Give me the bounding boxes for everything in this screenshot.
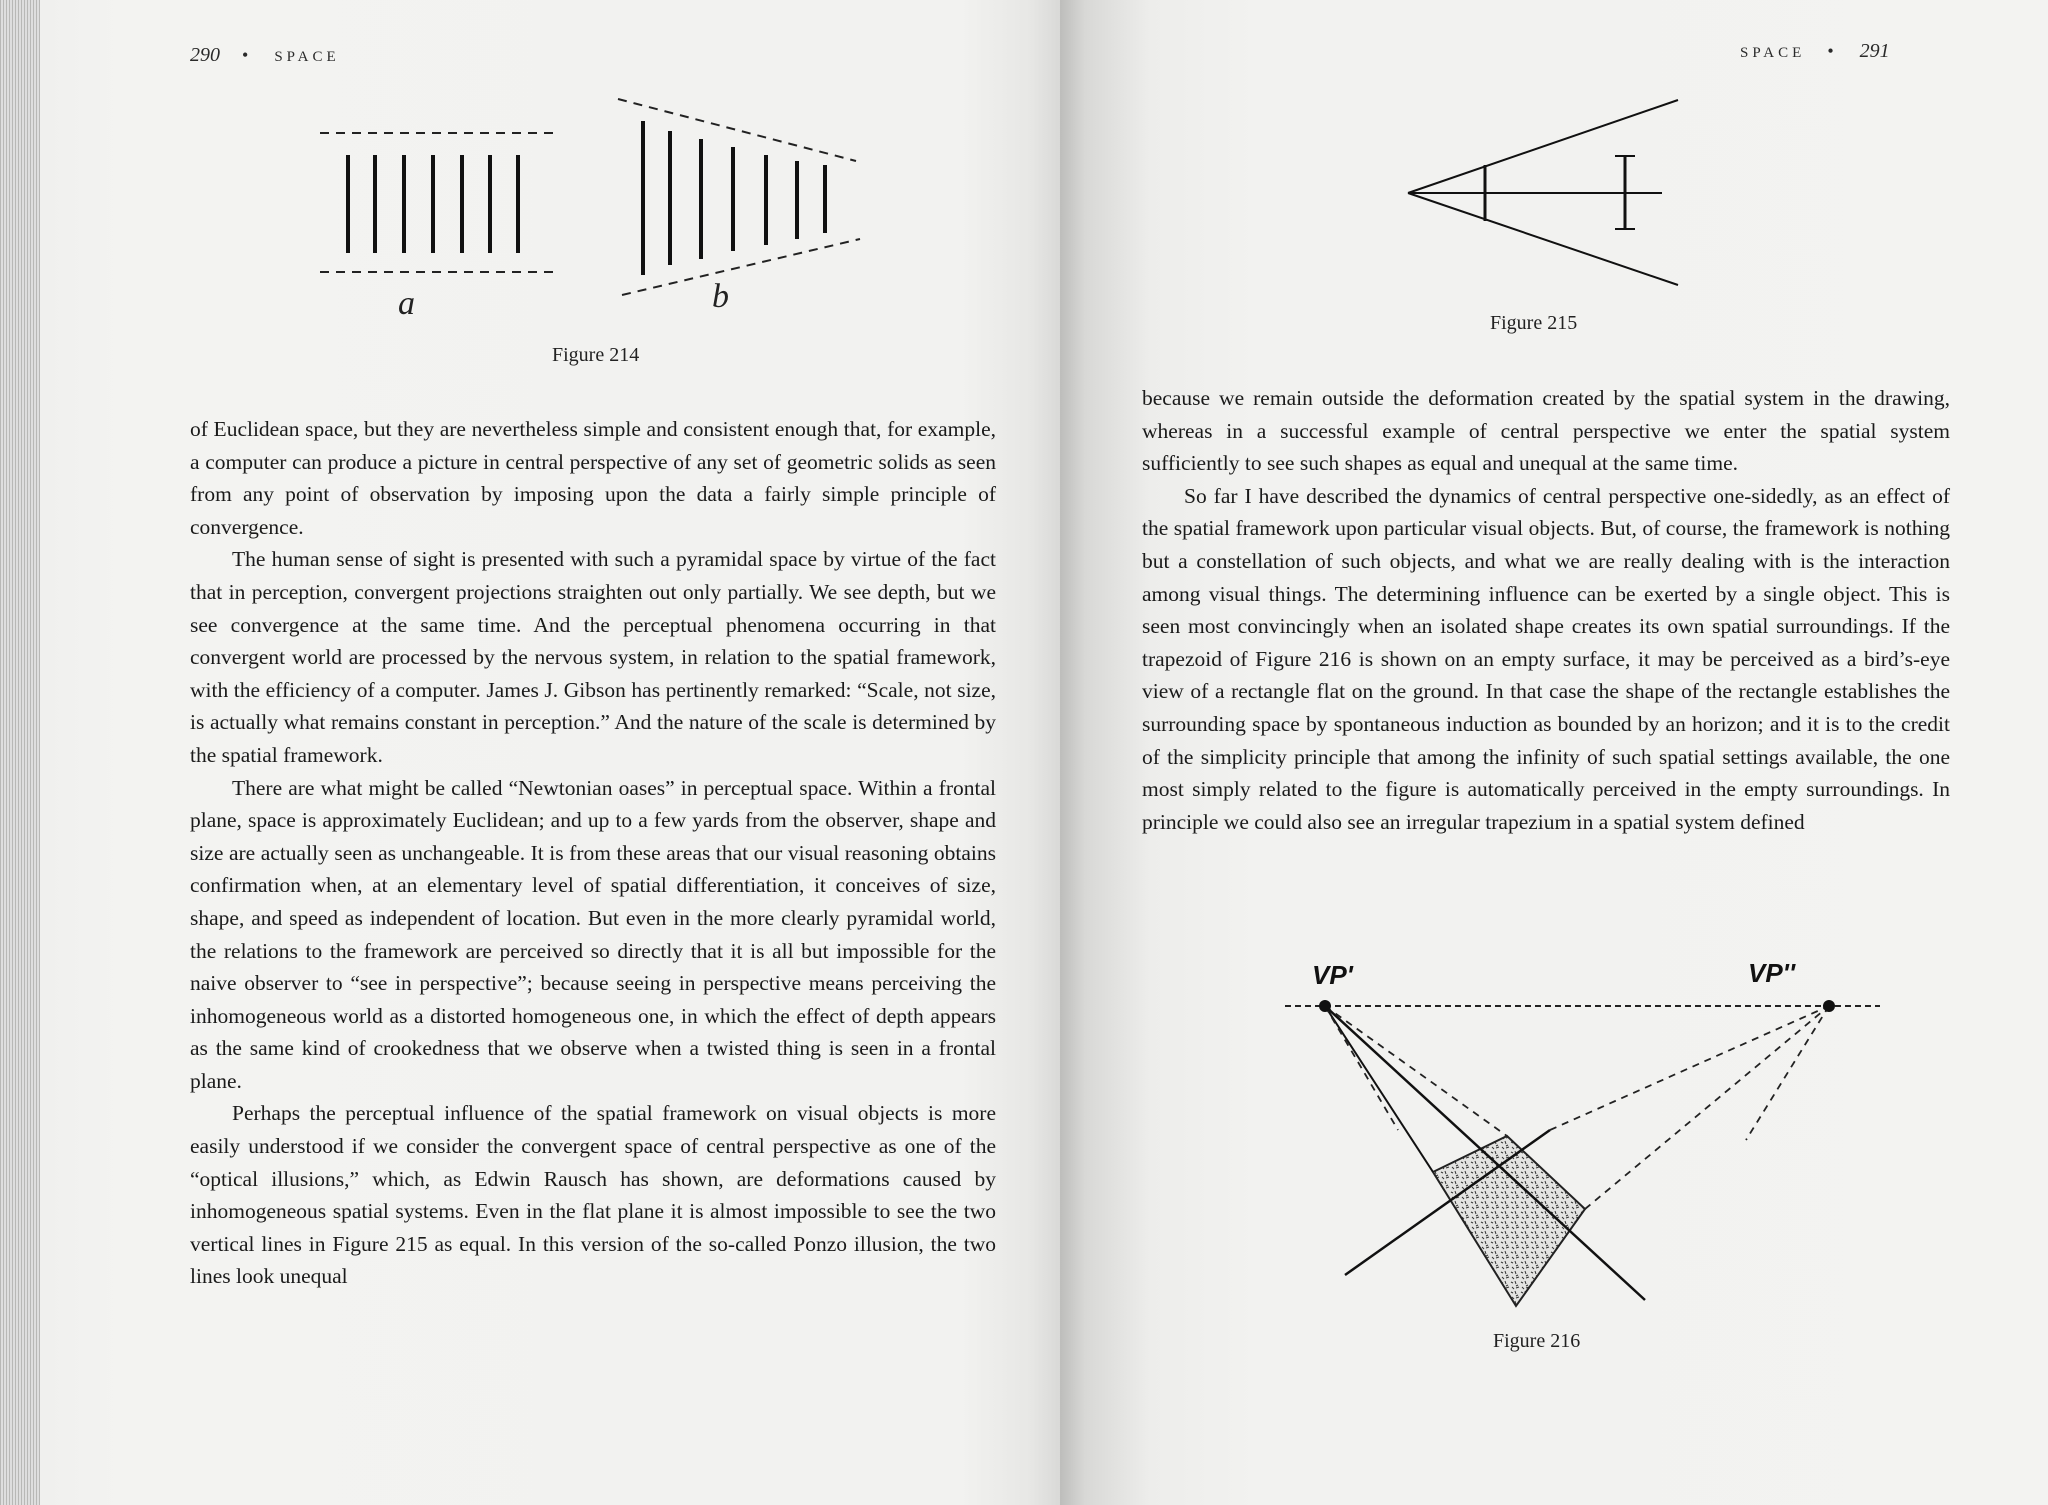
right-running-head [1740,40,1890,63]
figure-216 [1280,990,1900,1330]
fig216-trapezoid [1433,1136,1585,1306]
fig216-dashed-vp1-to-trapezoid [1325,1006,1507,1136]
right-paragraph: So far I have described the dynamics of central perspective one-sidedly, as an effect of the spatial framework upon particular visual objects. But, of course, the framework is nothing but a constellation of such objects, and what we are really dealing with is the interaction among visual things. The determining influence can be exerted by a single object. This is seen most convincingly when an isolated shape creates its own spatial surroundings. If the trapezoid of Figure 216 is shown on an empty surface, it may be perceived as a bird’s-eye view of a rectangle flat on the ground. In that case the shape of the rectangle establishes the surrounding space by spontaneous induction as bounded by an horizon; and it is to the credit of the simplicity principle that among the infinity of such spatial settings available, the one most simply related to the figure is automatically perceived in the empty surroundings. In principle we could also see an irregular trapezium in a spatial system defined [1142,483,1950,834]
figure-215 [1400,95,1740,295]
fig214-label-a: a [398,285,415,322]
right-body-text [1142,382,1950,838]
fig216-vp1-label: VP' [1312,960,1353,990]
figure-214 [300,85,880,345]
left-paragraph: There are what might be called “Newtonian oases” in perceptual space. Within a frontal plane, space is approximately Euclidean; and up to a few yards from the observer, shape and size are actually seen as unchangeable. It is from these areas that our visual reasoning obtains confirmation when, at an elementary level of spatial differentiation, it conceives of size, shape, and speed as independent of location. But even in the more clearly pyramidal world, the relations to the framework are perceived so directly that it is all but impossible for the naive observer to “see in perspective”; because seeing in perspective means perceiving the inhomogeneous world as a distorted homogeneous one, in which the effect of depth appears as the same kind of crookedness that we observe when a twisted thing is seen in a frontal plane. [190,775,996,1093]
fig216-dashed-to-vp2-lower [1585,1006,1829,1209]
left-paragraph: of Euclidean space, but they are nevertheless simple and consistent enough that, for example, a computer can produce a picture in central perspective of any set of geometric solids as seen from any point of observation by imposing upon the data a fairly simple principle of convergence. [190,417,996,539]
right-folio: 291 [1859,40,1890,62]
right-page [1060,0,2048,1505]
header-bullet: • [1827,41,1838,61]
fig216-dashed-to-vp2-upper [1550,1006,1829,1130]
fig215-lower-converging-line [1408,193,1678,285]
fig214b-vertical-bars [643,121,825,275]
fig214-label-b: b [712,278,729,315]
right-header-title: SPACE [1740,45,1806,61]
fig216-dashed-vp2-far [1746,1006,1829,1140]
right-paragraph: because we remain outside the deformation created by the spatial system in the drawing, whereas in a successful example of central perspective we enter the spatial system sufficiently to see such shapes as equal and unequal at the same time. [1142,386,1950,476]
header-bullet: • [242,45,253,65]
left-paragraph: Perhaps the perceptual influence of the spatial framework on visual objects is more easily understood if we consider the convergent space of central perspective as one of the “optical illusions,” which, as Edwin Rausch has shown, are deformations caused by inhomogeneous spatial systems. Even in the flat plane it is almost impossible to see the two vertical lines in Figure 215 as equal. In this version of the so-called Ponzo illusion, the two lines look unequal [190,1101,996,1289]
fig214a-vertical-bars [348,155,518,253]
left-running-head [190,44,340,67]
left-paragraph: The human sense of sight is presented with such a pyramidal space by virtue of the fact that in perception, convergent projections straighten out only partially. We see depth, but we see convergence at the same time. And the perceptual phenomena occurring in that convergent world are processed by the nervous system, in relation to the spatial framework, with the efficiency of a computer. James J. Gibson has pertinently remarked: “Scale, not size, is actually what remains constant in perception.” And the nature of the scale is determined by the spatial framework. [190,547,996,767]
left-header-title: SPACE [274,49,340,65]
left-folio: 290 [190,44,220,66]
fig216-caption: Figure 216 [1493,1330,1581,1352]
fig216-vp2-point [1823,1000,1835,1012]
fig214-caption: Figure 214 [552,344,640,366]
fig214b-top-dashed-line [618,99,856,161]
page-edge-stack [0,0,40,1505]
fig216-vp2-label: VP'' [1748,958,1796,988]
fig215-caption: Figure 215 [1490,312,1578,334]
fig215-upper-converging-line [1408,100,1678,193]
fig216-vp1-point [1319,1000,1331,1012]
fig214b-bottom-dashed-line [622,239,860,295]
left-body-text [190,413,996,1293]
